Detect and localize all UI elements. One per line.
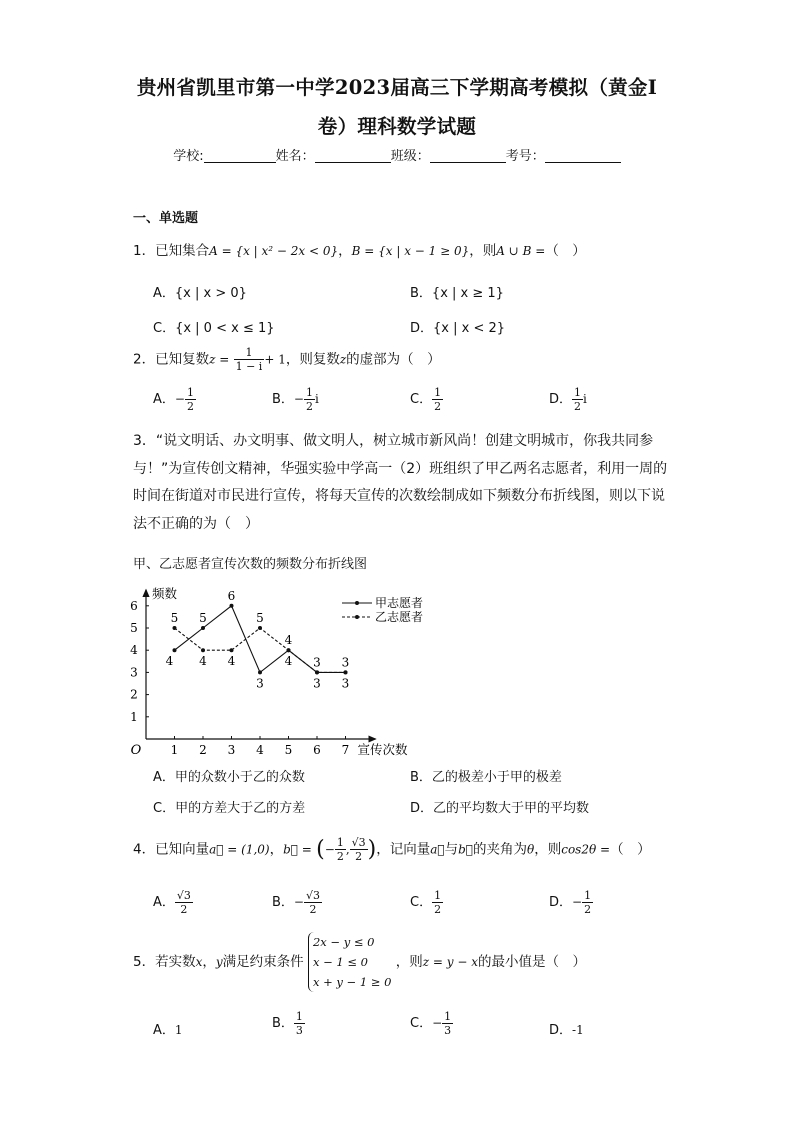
q2-opt-a-label: A． — [153, 392, 175, 407]
q4-opt-c-den: 2 — [434, 903, 442, 916]
x-tick-label: 4 — [256, 743, 264, 757]
y-tick-label: 5 — [130, 621, 138, 635]
q2-fraction — [234, 346, 265, 373]
class-blank[interactable] — [430, 148, 506, 163]
q4-opt-a-num: √3 — [176, 889, 191, 902]
data-label-1: 5 — [170, 611, 179, 625]
x-tick-label: 6 — [313, 743, 321, 757]
series-point-1 — [258, 626, 262, 630]
q4-opt-c-frac — [432, 889, 443, 916]
q4-prefix: 4．已知向量 — [133, 841, 210, 858]
q5-opt-b-frac — [294, 1010, 305, 1037]
q4-cos: cos2θ = — [561, 842, 611, 857]
q1-mid: ，则 — [469, 243, 497, 259]
q5-opt-b-den: 3 — [295, 1024, 303, 1037]
question-5 — [133, 932, 586, 992]
legend-label-0: 甲志愿者 — [375, 596, 424, 610]
q4-b-lhs: b⃗ = — [283, 842, 312, 857]
q4-with: 与 — [444, 841, 459, 858]
q5-constraint-system — [308, 932, 391, 992]
q2-opt-b-den: 2 — [305, 400, 313, 413]
q5-constraint-3: x + y − 1 ≥ 0 — [312, 975, 392, 989]
q2-opt-c-num: 1 — [434, 386, 442, 399]
series-point-0 — [173, 648, 177, 652]
q4-option-a[interactable] — [153, 889, 193, 916]
q4-option-c[interactable] — [410, 889, 443, 916]
q2-opt-b-frac — [304, 386, 315, 413]
q2-opt-a-frac — [185, 386, 196, 413]
q2-frac-den: 1 − i — [235, 360, 263, 373]
y-tick-label: 4 — [130, 643, 138, 658]
q4-opt-c-num: 1 — [434, 889, 442, 902]
question-2 — [133, 346, 441, 373]
q2-option-c[interactable] — [410, 386, 443, 413]
page-title-line2: 卷）理科数学试题 — [317, 115, 477, 138]
series-point-0 — [230, 604, 234, 608]
data-label-1: 3 — [341, 676, 350, 691]
y-tick-label: 6 — [130, 598, 138, 613]
q4-opt-d-sign: − — [572, 895, 583, 909]
q4-option-d[interactable] — [549, 889, 593, 916]
q4-opt-d-frac — [582, 889, 593, 916]
q2-opt-d-label: D． — [549, 392, 573, 407]
data-label-0: 3 — [341, 655, 350, 670]
q4-opt-b-sign: − — [293, 895, 304, 909]
q5-opt-b-num: 1 — [295, 1010, 303, 1023]
q4-a-def: a⃗ = (1,0) — [209, 842, 270, 857]
q1-option-b[interactable]: B．{x | x ≥ 1} — [410, 286, 504, 301]
class-label: 班级： — [390, 149, 430, 164]
q5-opt-c-num: 1 — [444, 1010, 452, 1023]
q4-option-b[interactable] — [272, 889, 322, 916]
q4-opt-d-num: 1 — [584, 889, 592, 902]
q5-constraint-1: 2x − y ≤ 0 — [312, 935, 375, 949]
series-point-1 — [287, 648, 291, 652]
q5-then: ，则 — [395, 954, 423, 970]
q2-opt-d-den: 2 — [574, 400, 582, 413]
x-tick-label: 1 — [170, 743, 179, 757]
q3-option-c[interactable]: C．甲的方差大于乙的方差 — [153, 801, 306, 816]
q4-then: ，则 — [534, 841, 562, 858]
series-point-0 — [201, 626, 205, 630]
q3-option-b[interactable]: B．乙的极差小于甲的极差 — [410, 770, 562, 785]
y-tick-label: 2 — [130, 687, 138, 702]
q4-b-frac1 — [335, 836, 346, 863]
y-axis-label: 频数 — [152, 585, 178, 601]
q5-opt-a-value: 1 — [174, 1023, 183, 1037]
data-label-0: 5 — [199, 611, 207, 625]
q4-opt-d-den: 2 — [584, 903, 592, 916]
q2-opt-a-num: 1 — [186, 386, 194, 399]
q4-b: b⃗ — [458, 842, 473, 857]
student-info-row — [0, 145, 794, 164]
school-blank[interactable] — [204, 148, 276, 163]
exam-no-label: 考号： — [505, 149, 545, 164]
q4-b-frac2 — [350, 836, 368, 863]
series-point-0 — [258, 670, 262, 674]
q1-expr: A ∪ B = — [496, 244, 546, 258]
q5-opt-b-label: B． — [272, 1016, 294, 1031]
school-label: 学校: — [173, 149, 204, 164]
q5-opt-d-value: -1 — [572, 1023, 584, 1037]
q2-var: z — [339, 352, 347, 367]
q4-b-d1: 2 — [336, 850, 344, 863]
q4-sep: ， — [269, 841, 284, 858]
q2-opt-a-sign: − — [174, 392, 185, 406]
data-label-0: 4 — [284, 633, 293, 648]
q5-y: y — [215, 955, 223, 969]
name-blank[interactable] — [315, 148, 391, 163]
q5-option-b[interactable] — [272, 1010, 305, 1037]
x-tick-label: 3 — [227, 743, 236, 757]
q2-frac-num: 1 — [234, 346, 265, 360]
q2-opt-b-sign: − — [293, 392, 304, 406]
q4-a: a⃗ — [430, 842, 445, 857]
q2-opt-c-label: C． — [410, 392, 433, 407]
q5-sep: ， — [202, 954, 216, 970]
origin-label: O — [130, 743, 142, 757]
q5-mid: 满足约束条件 — [222, 954, 304, 970]
q4-b-n1: 1 — [336, 836, 344, 849]
q5-option-d[interactable] — [549, 1019, 584, 1038]
q1-option-d[interactable]: D．{x | x < 2} — [410, 321, 506, 336]
y-tick-label: 1 — [130, 709, 138, 724]
page-title-line1: 贵州省凯里市第一中学2023届高三下学期高考模拟（黄金Ⅰ — [136, 76, 658, 99]
q3-option-d[interactable]: D．乙的平均数大于甲的平均数 — [410, 801, 590, 816]
legend-marker-1 — [355, 615, 359, 619]
q2-plus: + 1 — [264, 352, 286, 367]
q2-opt-b-label: B． — [272, 392, 294, 407]
q5-option-c[interactable] — [410, 1010, 453, 1037]
q1-option-c[interactable]: C．{x | 0 < x ≤ 1} — [153, 321, 275, 336]
q2-opt-d-frac — [572, 386, 583, 413]
data-label-0: 6 — [227, 588, 236, 603]
x-tick-label: 2 — [199, 743, 207, 757]
q4-paren-open: ( — [316, 837, 325, 862]
section-title: 一、单选题 — [133, 211, 199, 226]
data-label-0: 4 — [165, 654, 174, 669]
q4-opt-c-label: C． — [410, 895, 433, 910]
q2-option-a[interactable] — [153, 386, 196, 413]
data-label-1: 4 — [199, 654, 207, 669]
q5-opt-c-label: C． — [410, 1016, 433, 1031]
q5-suffix: 的最小值是（ ） — [477, 954, 586, 970]
q4-opt-b-label: B． — [272, 895, 294, 910]
q1-set-a: A = {x | x² − 2x < 0} — [209, 244, 339, 258]
exam-no-blank[interactable] — [545, 148, 621, 163]
x-tick-label: 5 — [284, 743, 293, 757]
x-tick-label: 7 — [341, 743, 350, 757]
q4-opt-a-label: A． — [153, 895, 175, 910]
q2-z: z = — [209, 352, 230, 367]
q2-opt-b-num: 1 — [305, 386, 313, 399]
q4-b-d2: 2 — [355, 850, 363, 863]
q4-paren-close: ) — [367, 837, 377, 862]
q5-option-a[interactable] — [153, 1019, 183, 1038]
q4-opt-b-den: 2 — [309, 903, 317, 916]
q2-opt-d-num: 1 — [574, 386, 582, 399]
q4-opt-b-frac — [304, 889, 322, 916]
data-label-1: 3 — [313, 676, 321, 691]
q5-opt-d-label: D． — [549, 1023, 573, 1038]
series-point-1 — [173, 626, 177, 630]
q5-opt-c-frac — [442, 1010, 453, 1037]
name-label: 姓名： — [275, 149, 315, 164]
question-3: 3．“说文明话、办文明事、做文明人，树立城市新风尚！创建文明城市，你我共同参与！”为宣传创文精神，华强实验中学高一（2）班组织了甲乙两名志愿者，利用一周的时间在街道对市民进行宣传，将每天宣传的次数绘制成如下频数分布折线图，则以下说法不正确的为（ ） — [133, 433, 668, 532]
x-axis-label: 宣传次数 — [357, 742, 408, 757]
q2-option-d[interactable] — [549, 386, 587, 413]
q2-opt-c-den: 2 — [434, 400, 442, 413]
q1-suffix: （ ） — [545, 243, 586, 259]
q5-prefix: 5．若实数 — [133, 954, 196, 970]
q5-z: z = y − x — [422, 955, 478, 969]
data-label-0: 3 — [313, 655, 321, 670]
series-point-1 — [315, 670, 319, 674]
q1-sep: ， — [338, 243, 352, 259]
q2-opt-d-tail: i — [583, 392, 587, 406]
q3-option-a[interactable]: A．甲的众数小于乙的众数 — [153, 770, 305, 785]
data-label-1: 4 — [227, 654, 236, 669]
q2-opt-b-tail: i — [314, 392, 319, 406]
data-label-1: 4 — [284, 654, 293, 669]
q4-comma: , — [345, 842, 350, 857]
q2-opt-a-den: 2 — [186, 400, 194, 413]
legend-marker-0 — [355, 601, 359, 605]
series-point-1 — [201, 648, 205, 652]
y-tick-label: 3 — [130, 665, 138, 680]
q4-opt-a-den: 2 — [180, 903, 188, 916]
question-1 — [133, 239, 586, 259]
q4-mid: ，记向量 — [376, 841, 431, 858]
q1-set-b: B = {x | x − 1 ≥ 0} — [351, 244, 470, 258]
q1-option-a[interactable]: A．{x | x > 0} — [153, 286, 247, 301]
series-point-1 — [230, 648, 234, 652]
q1-prefix: 1．已知集合 — [133, 243, 210, 259]
chart-data-labels — [166, 589, 350, 691]
q4-suffix: （ ） — [610, 841, 651, 858]
q4-minus: − — [324, 842, 335, 857]
q2-suffix: 的虚部为（ ） — [346, 351, 441, 368]
question-4 — [133, 836, 651, 863]
q4-opt-b-num: √3 — [305, 889, 320, 902]
chart-title: 甲、乙志愿者宣传次数的频数分布折线图 — [133, 557, 368, 572]
q5-opt-c-den: 3 — [444, 1024, 452, 1037]
q4-b-n2: √3 — [351, 836, 366, 849]
legend-label-1: 乙志愿者 — [375, 610, 424, 624]
q5-x: x — [195, 955, 203, 969]
q5-constraint-2: x − 1 ≤ 0 — [312, 955, 368, 969]
data-label-0: 3 — [256, 676, 264, 691]
q4-opt-d-label: D． — [549, 895, 573, 910]
data-label-1: 5 — [256, 611, 264, 625]
q2-mid: ，则复数 — [285, 351, 340, 368]
series-point-1 — [344, 670, 348, 674]
q4-angle-text: 的夹角为 — [473, 841, 527, 858]
q5-opt-a-label: A． — [153, 1023, 175, 1038]
q2-option-b[interactable] — [272, 386, 319, 413]
q2-prefix: 2．已知复数 — [133, 351, 210, 368]
q4-opt-a-frac — [175, 889, 193, 916]
q4-theta: θ — [527, 842, 535, 857]
q2-opt-c-frac — [432, 386, 443, 413]
q5-opt-c-sign: − — [432, 1016, 443, 1030]
frequency-line-chart — [120, 572, 440, 757]
chart-legend — [342, 595, 423, 624]
